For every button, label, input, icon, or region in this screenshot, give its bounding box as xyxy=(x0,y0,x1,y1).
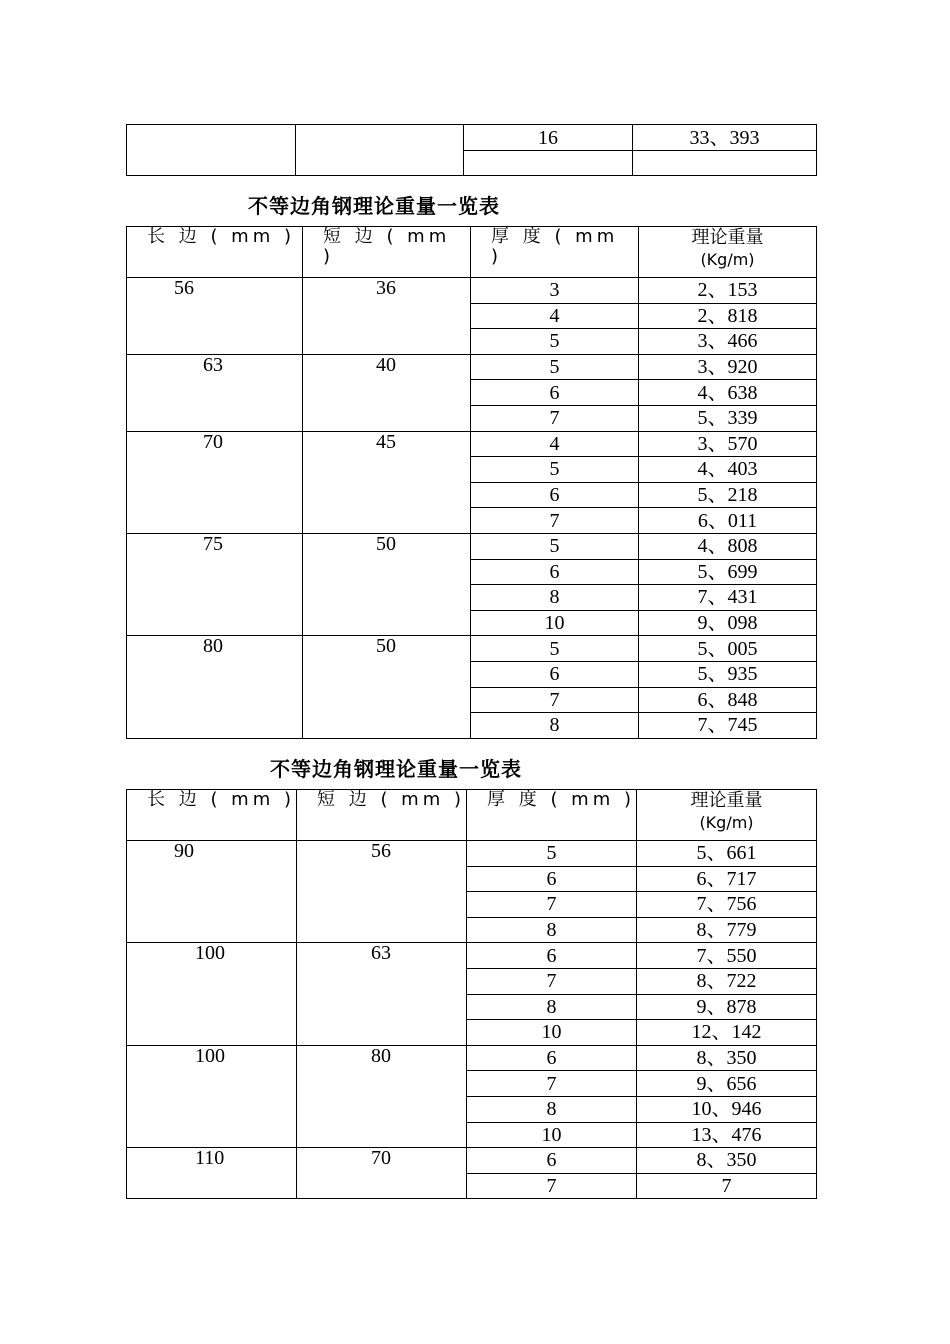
short-side-cell: 63 xyxy=(297,943,467,1045)
long-side-cell: 56 xyxy=(127,278,303,355)
weight-cell: 3、466 xyxy=(639,329,817,355)
thickness-cell: 6 xyxy=(467,1148,637,1174)
top-fragment-table xyxy=(126,124,817,176)
weight-cell: 6、011 xyxy=(639,508,817,534)
weight-cell: 4、808 xyxy=(639,533,817,559)
weight-cell: 2、818 xyxy=(639,303,817,329)
long-side-cell: 70 xyxy=(127,431,303,533)
long-side-cell: 90 xyxy=(127,841,297,943)
table-row xyxy=(127,431,817,457)
thickness-cell: 8 xyxy=(467,917,637,943)
thickness-cell: 5 xyxy=(471,329,639,355)
weight-cell: 10、946 xyxy=(637,1096,817,1122)
thickness-cell: 8 xyxy=(471,713,639,739)
thickness-cell: 7 xyxy=(467,892,637,918)
weight-cell: 5、661 xyxy=(637,841,817,867)
weight-cell: 7、550 xyxy=(637,943,817,969)
thickness-cell: 6 xyxy=(467,943,637,969)
table-row xyxy=(127,1148,817,1174)
weight-cell: 3、920 xyxy=(639,354,817,380)
weight-cell: 33、393 xyxy=(633,125,817,151)
thickness-cell: 8 xyxy=(467,1096,637,1122)
weight-cell: 9、098 xyxy=(639,610,817,636)
weight-cell: 6、848 xyxy=(639,687,817,713)
table-row xyxy=(127,533,817,559)
thickness-cell: 6 xyxy=(467,1045,637,1071)
weight-cell: 5、218 xyxy=(639,482,817,508)
weight-cell: 2、153 xyxy=(639,278,817,304)
table-body xyxy=(127,841,817,1199)
weight-cell: 8、350 xyxy=(637,1045,817,1071)
weight-cell: 8、779 xyxy=(637,917,817,943)
thickness-cell: 6 xyxy=(471,661,639,687)
empty-cell xyxy=(464,151,633,176)
weight-cell: 7、756 xyxy=(637,892,817,918)
weight-cell: 8、722 xyxy=(637,968,817,994)
short-side-cell: 80 xyxy=(297,1045,467,1147)
short-side-cell: 70 xyxy=(297,1148,467,1199)
header-weight-label: 理论重量 xyxy=(691,227,764,248)
header-weight xyxy=(637,790,817,841)
header-thickness: 厚 度 ( mm ) xyxy=(471,227,639,278)
header-thickness: 厚 度 ( mm ) xyxy=(467,790,637,841)
weight-cell: 5、699 xyxy=(639,559,817,585)
thickness-cell: 6 xyxy=(471,482,639,508)
angle-steel-table-1 xyxy=(126,226,817,739)
table-row xyxy=(127,636,817,662)
weight-cell: 7、745 xyxy=(639,713,817,739)
thickness-cell: 6 xyxy=(471,380,639,406)
header-weight xyxy=(639,227,817,278)
weight-cell: 13、476 xyxy=(637,1122,817,1148)
table-row xyxy=(127,278,817,304)
weight-cell: 8、350 xyxy=(637,1148,817,1174)
weight-cell: 4、638 xyxy=(639,380,817,406)
long-side-cell: 100 xyxy=(127,1045,297,1147)
header-short-side: 短 边 ( mm ) xyxy=(297,790,467,841)
thickness-cell: 10 xyxy=(467,1020,637,1046)
table-row xyxy=(127,841,817,867)
thickness-cell: 5 xyxy=(467,841,637,867)
weight-cell: 5、339 xyxy=(639,405,817,431)
weight-cell: 4、403 xyxy=(639,457,817,483)
table-title-2: 不等边角钢理论重量一览表 xyxy=(270,757,522,781)
header-weight-unit: (Kg/m) xyxy=(700,250,755,269)
long-side-cell: 63 xyxy=(127,354,303,431)
empty-cell xyxy=(127,125,296,176)
thickness-cell: 5 xyxy=(471,457,639,483)
thickness-cell: 4 xyxy=(471,303,639,329)
header-weight-label: 理论重量 xyxy=(690,790,763,811)
header-long-side: 长 边 ( mm ) xyxy=(127,790,297,841)
long-side-cell: 110 xyxy=(127,1148,297,1199)
thickness-cell: 6 xyxy=(467,866,637,892)
short-side-cell: 36 xyxy=(303,278,471,355)
thickness-cell: 6 xyxy=(471,559,639,585)
header-short-side: 短 边 ( mm ) xyxy=(303,227,471,278)
thickness-cell: 4 xyxy=(471,431,639,457)
thickness-cell: 5 xyxy=(471,533,639,559)
table-body xyxy=(127,278,817,739)
weight-cell: 7、431 xyxy=(639,585,817,611)
thickness-cell: 7 xyxy=(471,687,639,713)
thickness-cell: 8 xyxy=(471,585,639,611)
thickness-cell: 3 xyxy=(471,278,639,304)
empty-cell xyxy=(633,151,817,176)
long-side-cell: 80 xyxy=(127,636,303,738)
header-weight-unit: (Kg/m) xyxy=(699,813,754,832)
short-side-cell: 56 xyxy=(297,841,467,943)
thickness-cell: 7 xyxy=(471,508,639,534)
weight-cell: 5、935 xyxy=(639,661,817,687)
thickness-cell: 7 xyxy=(467,968,637,994)
weight-cell: 6、717 xyxy=(637,866,817,892)
thickness-cell: 7 xyxy=(467,1071,637,1097)
weight-cell: 3、570 xyxy=(639,431,817,457)
table-row xyxy=(127,1045,817,1071)
table-title-1: 不等边角钢理论重量一览表 xyxy=(248,194,500,218)
weight-cell: 7 xyxy=(637,1173,817,1199)
thickness-cell: 10 xyxy=(467,1122,637,1148)
angle-steel-table-2 xyxy=(126,789,817,1199)
short-side-cell: 50 xyxy=(303,533,471,635)
thickness-cell: 8 xyxy=(467,994,637,1020)
long-side-cell: 100 xyxy=(127,943,297,1045)
weight-cell: 9、656 xyxy=(637,1071,817,1097)
short-side-cell: 40 xyxy=(303,354,471,431)
thickness-cell: 5 xyxy=(471,636,639,662)
thickness-cell: 7 xyxy=(467,1173,637,1199)
thickness-cell: 10 xyxy=(471,610,639,636)
weight-cell: 5、005 xyxy=(639,636,817,662)
thickness-cell: 7 xyxy=(471,405,639,431)
table-row xyxy=(127,943,817,969)
empty-cell xyxy=(296,125,464,176)
weight-cell: 9、878 xyxy=(637,994,817,1020)
table-row xyxy=(127,354,817,380)
short-side-cell: 50 xyxy=(303,636,471,738)
header-long-side: 长 边 ( mm ) xyxy=(127,227,303,278)
weight-cell: 12、142 xyxy=(637,1020,817,1046)
thickness-cell: 16 xyxy=(464,125,633,151)
thickness-cell: 5 xyxy=(471,354,639,380)
short-side-cell: 45 xyxy=(303,431,471,533)
long-side-cell: 75 xyxy=(127,533,303,635)
